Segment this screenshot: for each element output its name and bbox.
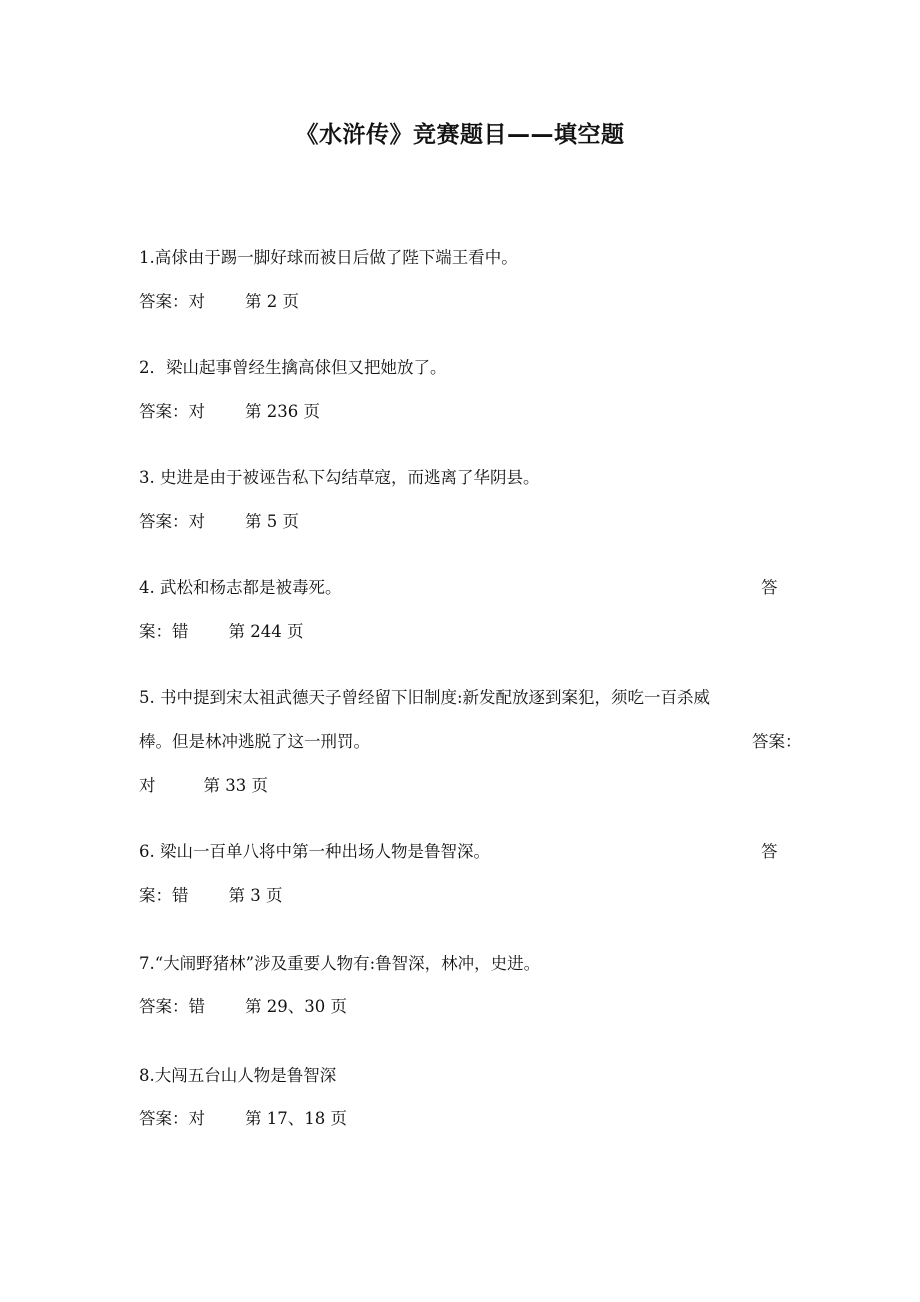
answer-2-page: 第 236 页	[245, 402, 320, 421]
answer-5-label: 对	[139, 776, 156, 795]
answer-3-label: 答案：对	[139, 512, 205, 531]
answer-7	[139, 996, 789, 1018]
answer-4-label: 案：错	[139, 622, 189, 641]
answer-5-tail: 答案：	[752, 732, 802, 751]
answer-8-label: 答案：对	[139, 1109, 205, 1128]
answer-3	[139, 511, 789, 533]
answer-3-page: 第 5 页	[245, 512, 299, 531]
answer-8-page: 第 17、18 页	[245, 1109, 347, 1128]
answer-6-page: 第 3 页	[228, 886, 283, 905]
question-1: 1.高俅由于踢一脚好球而被日后做了陛下端王看中。	[139, 248, 518, 267]
question-8: 8.大闯五台山人物是鲁智深	[139, 1066, 337, 1085]
question-6: 6. 梁山一百单八将中第一种出场人物是鲁智深。	[139, 842, 490, 861]
answer-1-page: 第 2 页	[245, 292, 299, 311]
answer-4-tail: 答	[761, 578, 778, 597]
answer-1-label: 答案：对	[139, 292, 205, 311]
answer-6-label: 案：错	[139, 886, 189, 905]
answer-8	[139, 1108, 789, 1130]
answer-6-tail: 答	[761, 842, 778, 861]
answer-6	[139, 885, 789, 907]
question-2: 2．梁山起事曾经生擒高俅但又把她放了。	[139, 358, 447, 377]
answer-4-page: 第 244 页	[228, 622, 304, 641]
answer-2	[139, 401, 789, 423]
answer-7-page: 第 29、30 页	[245, 997, 347, 1016]
question-5-line-1: 5. 书中提到宋太祖武德天子曾经留下旧制度:新发配放逐到案犯，须吃一百杀威	[139, 688, 711, 707]
question-3: 3. 史进是由于被诬告私下勾结草寇，而逃离了华阴县。	[139, 468, 540, 487]
question-5-line-2: 棒。但是林冲逃脱了这一刑罚。	[139, 732, 370, 751]
question-7: 7.“大闹野猪林”涉及重要人物有:鲁智深，林冲，史进。	[139, 954, 541, 973]
answer-4	[139, 621, 789, 643]
answer-2-label: 答案：对	[139, 402, 205, 421]
answer-7-label: 答案：错	[139, 997, 205, 1016]
question-4: 4. 武松和杨志都是被毒死。	[139, 578, 342, 597]
page-title: 《水浒传》竞赛题目——填空题	[295, 122, 625, 148]
answer-5	[139, 775, 789, 797]
answer-1	[139, 291, 789, 313]
answer-5-page: 第 33 页	[203, 776, 268, 795]
